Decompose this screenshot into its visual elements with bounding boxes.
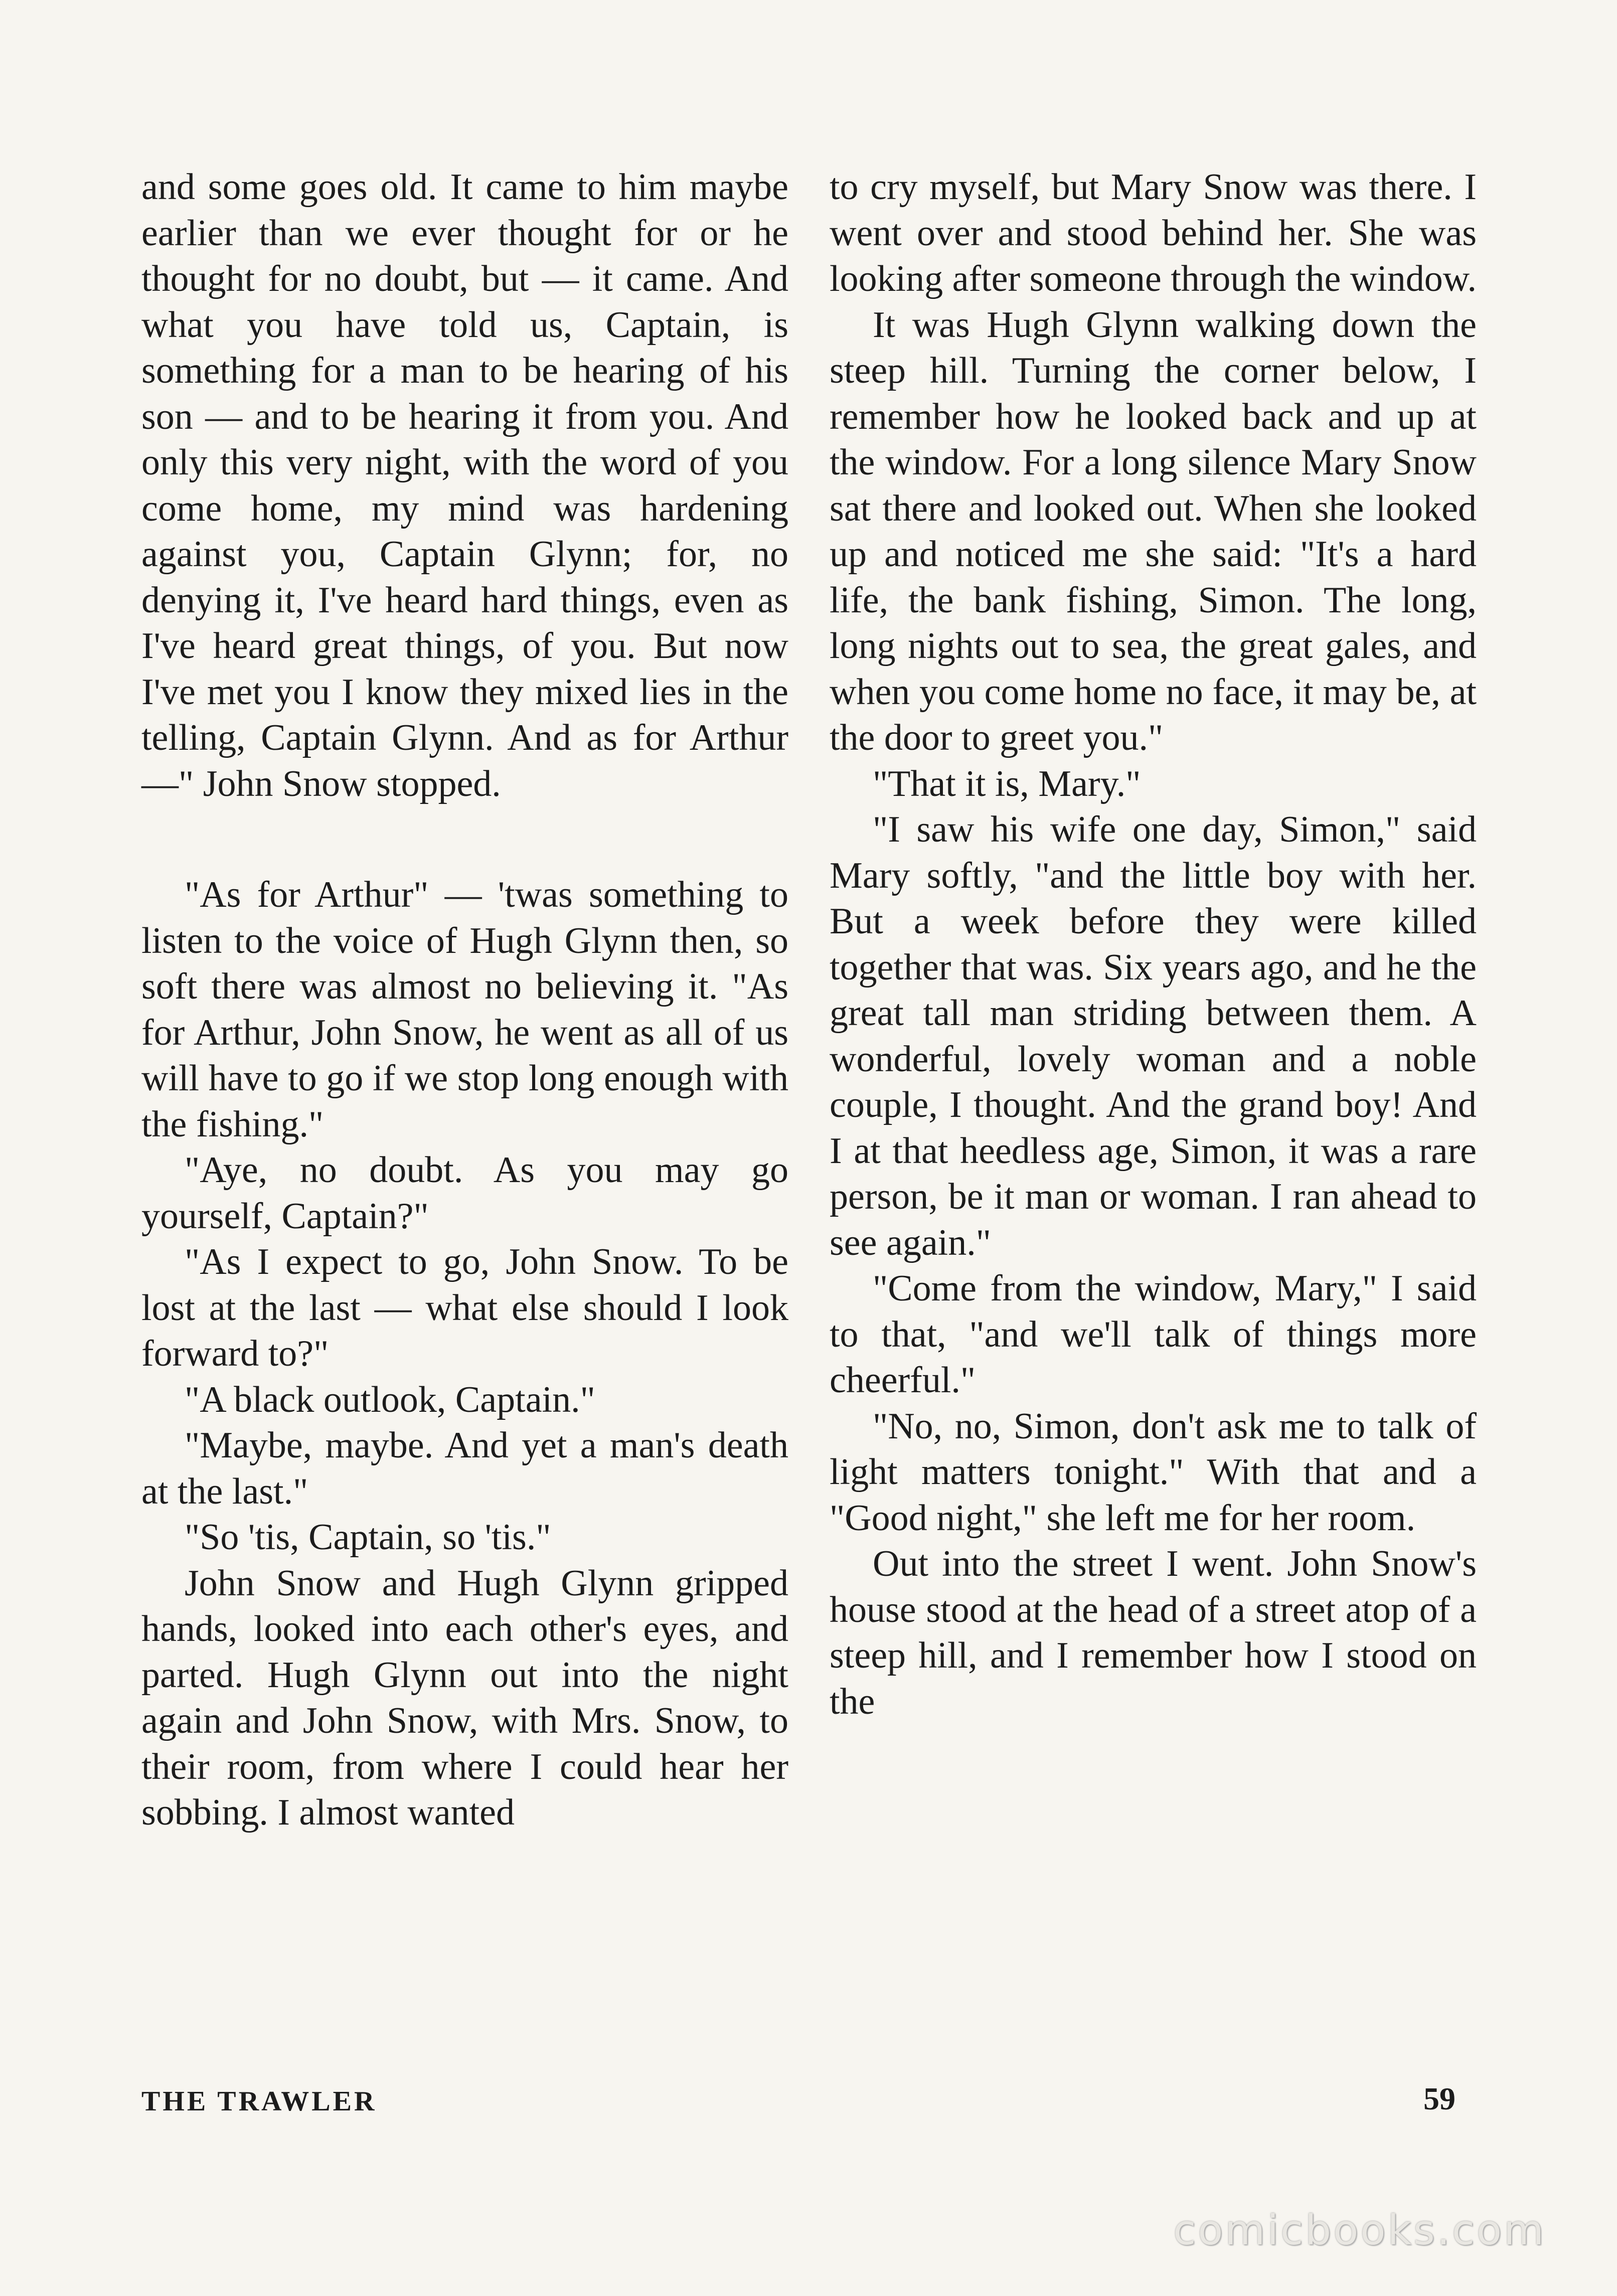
paragraph: "A black outlook, Captain." — [185, 1379, 595, 1420]
running-footer-title: THE TRAWLER — [141, 2086, 377, 2117]
paragraph: "As for Arthur" — 'twas something to listen to the voice of Hugh Glynn then, so soft there was almost no believing it. "As for Arthur, John Snow, he went as all of us will have to go if we stop long enough with the fishing." — [141, 874, 788, 1145]
paragraph: "Come from the window, Mary," I said to that, "and we'll talk of things more cheerful." — [830, 1268, 1477, 1401]
paragraph: "No, no, Simon, don't ask me to talk of light matters tonight." With that and a "Good night," she left me for her room. — [830, 1405, 1477, 1539]
paragraph: "Aye, no doubt. As you may go yourself, Captain?" — [141, 1150, 788, 1237]
right-column — [830, 165, 1477, 1725]
paragraph: to cry myself, but Mary Snow was there. I went over and stood behind her. She was looking after someone through the window. — [830, 167, 1477, 299]
paragraph: and some goes old. It came to him maybe earlier than we ever thought for or he thought for no doubt, but — it came. And what you have told us, Captain, is something for a man to be hearing of his son — and to be hearing it from you. And only this very night, with the word of you come home, my mind was hardening against you, Captain Glynn; for, no denying it, I've heard hard things, even as I've heard great things, of you. But now I've met you I know they mixed lies in the telling, Captain Glynn. And as for Arthur —" John Snow stopped. — [141, 167, 788, 804]
page-number: 59 — [1423, 2081, 1456, 2116]
paragraph: "That it is, Mary." — [873, 763, 1141, 804]
paragraph: "I saw his wife one day, Simon," said Mary softly, "and the little boy with her. But a week before they were killed together that was. Six years ago, and he the great tall man striding between them. A wonderful, lovely woman and a noble couple, I thought. And the grand boy! And I at that heedless age, Simon, it was a rare person, be it man or woman. I ran ahead to see again." — [830, 809, 1477, 1263]
paragraph: John Snow and Hugh Glynn gripped hands, looked into each other's eyes, and parted. Hugh Glynn out into the night again and John Snow, with Mrs. Snow, to their room, from where I could hear her sobbing. I almost wanted — [141, 1562, 788, 1833]
paragraph: "Maybe, maybe. And yet a man's death at the last." — [141, 1425, 788, 1512]
paragraph: "So 'tis, Captain, so 'tis." — [185, 1517, 551, 1558]
paragraph: Out into the street I went. John Snow's house stood at the head of a street atop of a steep hill, and I remember how I stood on the — [830, 1543, 1477, 1722]
paragraph: "As I expect to go, John Snow. To be lost at the last — what else should I look forward to?" — [141, 1241, 788, 1374]
watermark-text: comicbooks.com — [1173, 2207, 1546, 2254]
paragraph: It was Hugh Glynn walking down the steep hill. Turning the corner below, I remember how he looked back and up at the window. For a long silence Mary Snow sat there and looked out. When she looked up and noticed me she said: "It's a hard life, the bank fishing, Simon. The long, long nights out to sea, the great gales, and when you come home no face, it may be, at the door to greet you." — [830, 304, 1477, 758]
left-column — [141, 165, 788, 1836]
